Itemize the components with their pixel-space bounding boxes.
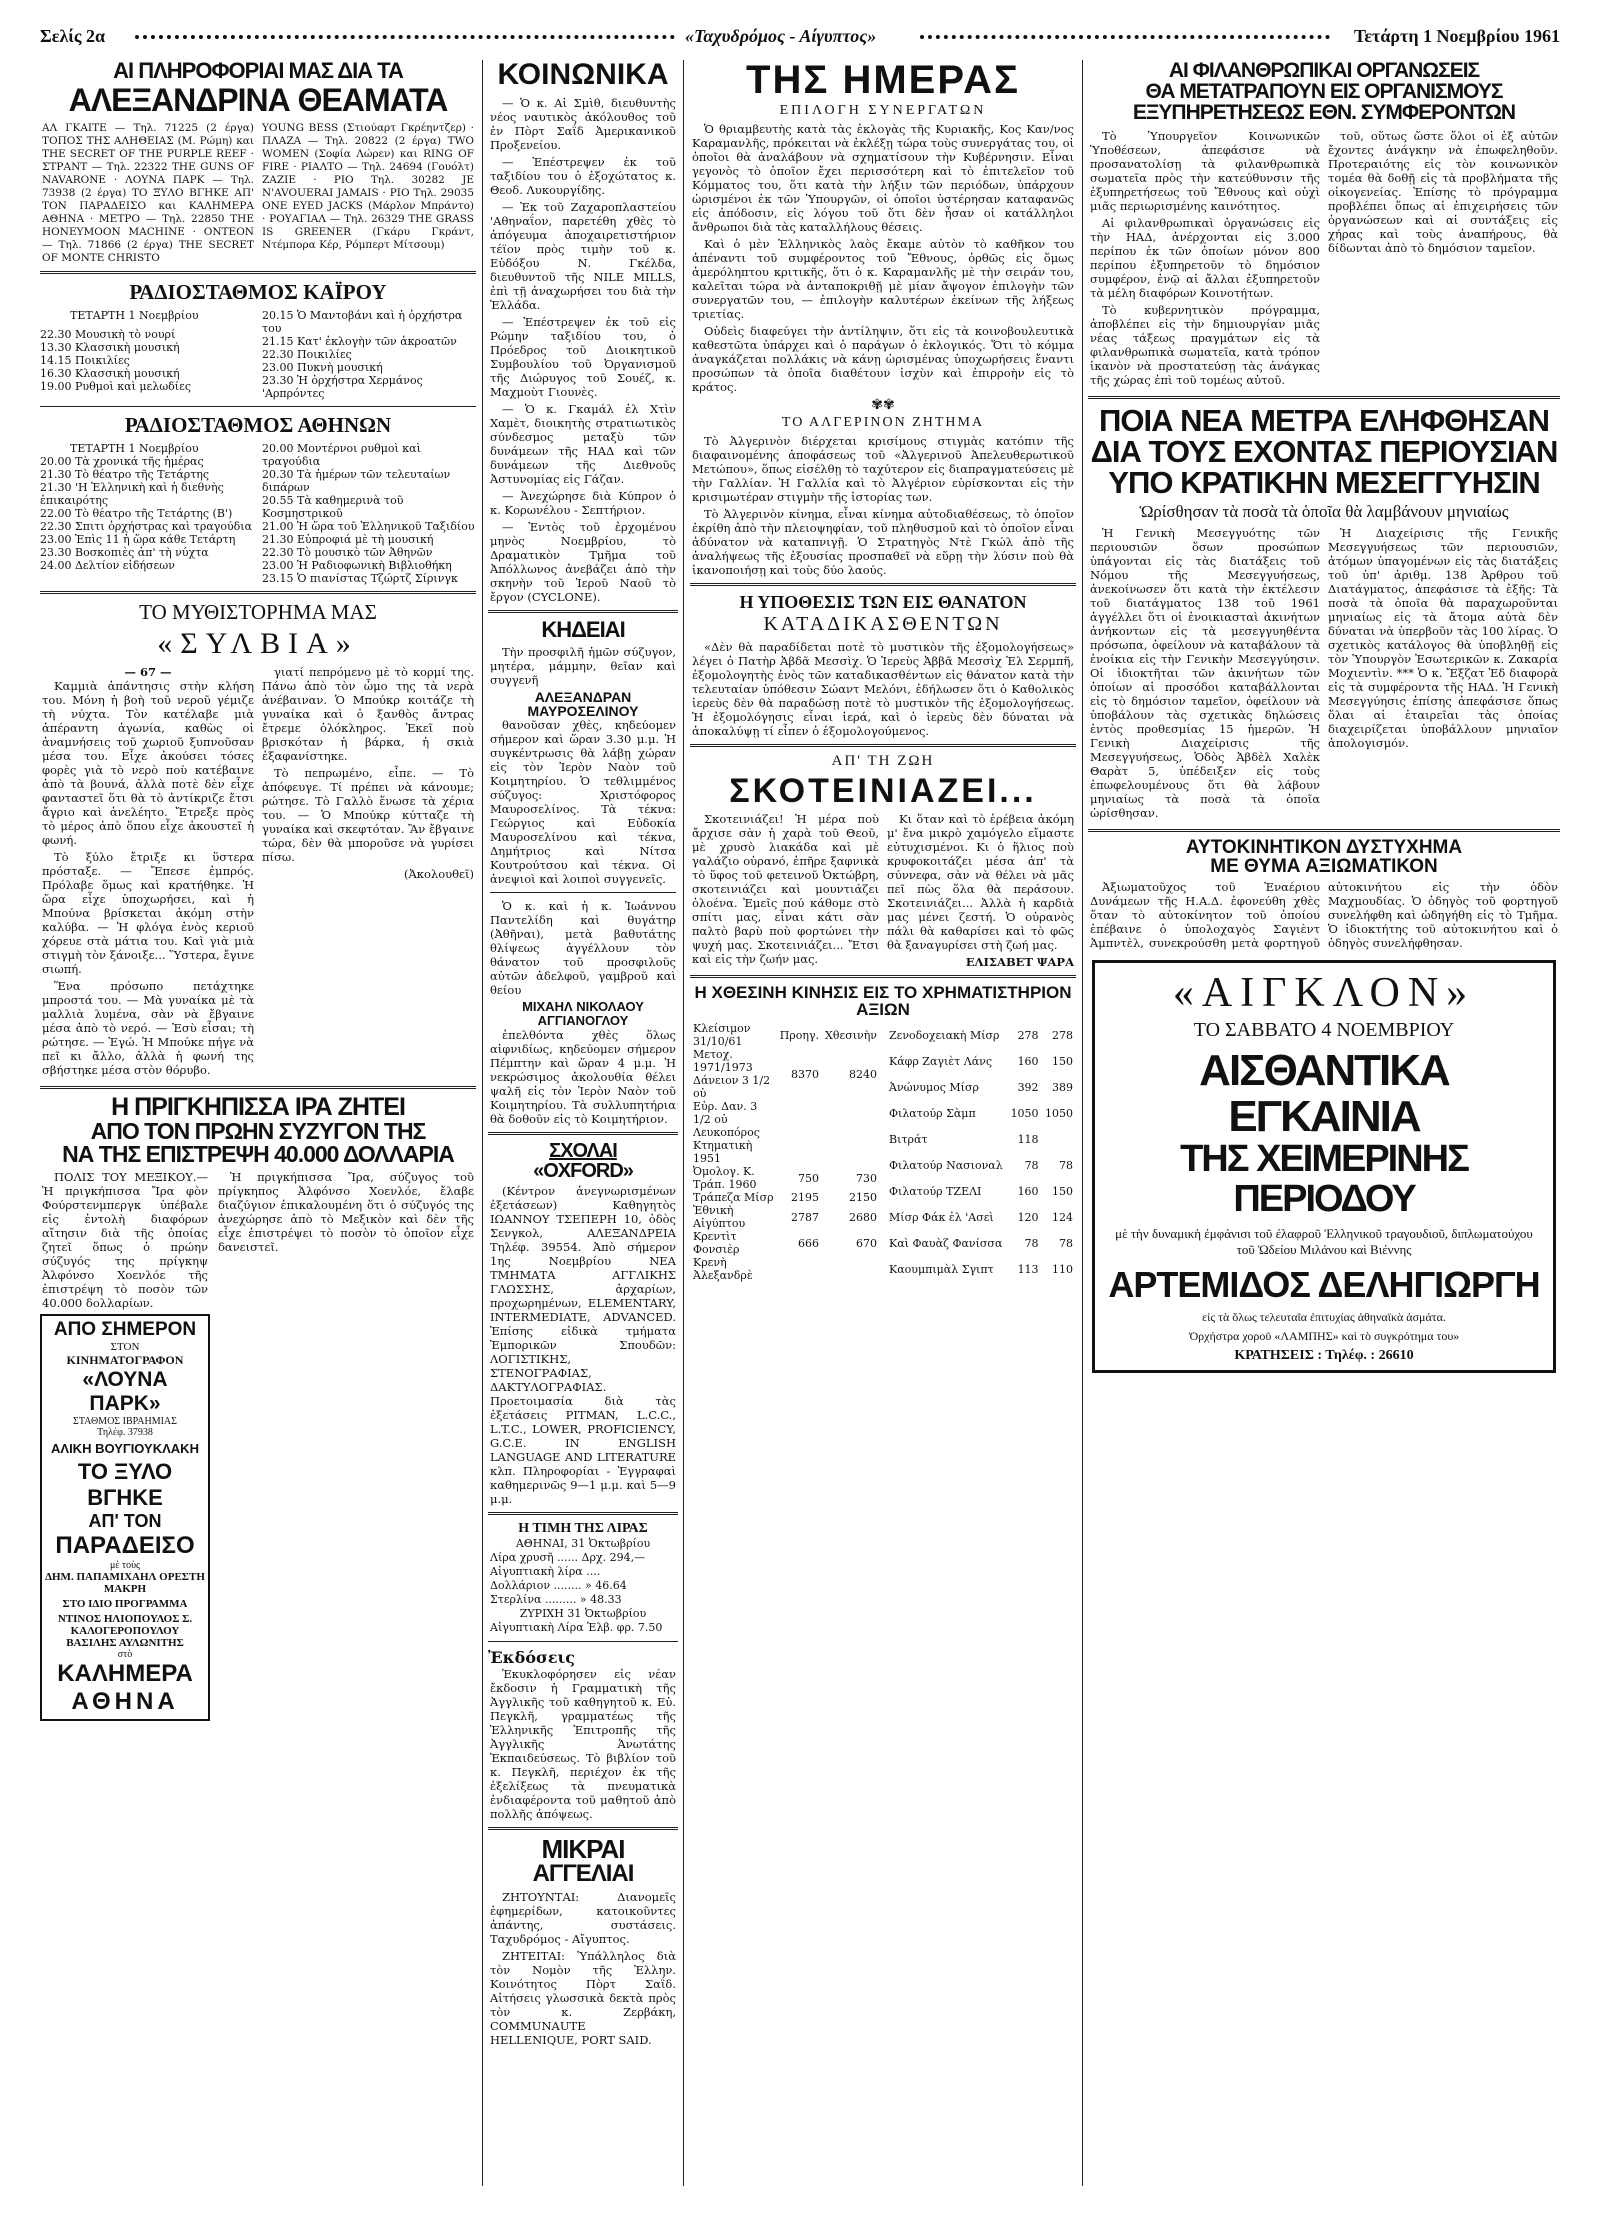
- market-row: [690, 1256, 880, 1282]
- measures-paragraph: Ἡ Διαχείρισις τῆς Γενικῆς Μεσεγγυήσεως τῶν περιουσιῶν, ἀτόμων ὑπαγομένων εἰς τὰς διατάξεις τοῦ ὑπ' ἀριθμ. 138 Ἀρθρου τοῦ Διατάγματος, ἀπεφάσισε τὰ ἑξῆς: Τὰ ποσὰ τὰ ὁποῖα θὰ παραχωροῦνται μηνιαίως εἰς τὰ ἄτομα αὐτὰ δὲν δύναται νὰ ὑπερβοῦν τὰς 100 λίρας. Ὁ σχετικὸς κατάλογος θὰ ὑποβληθῇ εἰς τὸν Ὑπουργὸν Ἐσωτερικῶν κ. Ζακαρία Μοχιεντὶν. *** Ὁ κ. Ἔξζατ Ἐδ διαφορὰ εἰς τὰ συμφέροντα τῆς ΗΑΔ. Ἡ Γενικὴ Μεσεγγύησις ἐπίσης ἀπεφάσισε ὅπως ὅλαι αἱ ἑταιρεῖαι τὰς ὁποίας διαχειρίζεται ὑποβάλλουν μηνιαῖον ἀπολογισμόν.: [1328, 526, 1558, 750]
- theatres-title-1: ΑΙ ΠΛΗΡΟΦΟΡΙΑΙ ΜΑΣ ΔΙΑ ΤΑ: [113, 60, 403, 83]
- page-header: [40, 16, 1560, 56]
- market-price: 8370: [791, 1067, 820, 1081]
- market-stock-name: Εὐρ. Δαν. 3 1/2 οὐ: [693, 1100, 758, 1126]
- funeral-notice: [490, 645, 676, 1126]
- editorial-body: [692, 122, 1074, 394]
- schedule-item: 24.00 Δελτίον εἰδήσεων: [40, 559, 175, 572]
- market-row: [690, 1165, 880, 1191]
- market-price: 278: [1017, 1028, 1039, 1042]
- schedule-item: 22.00 Τὸ θέατρο τῆς Τετάρτης (Β'): [40, 507, 233, 520]
- schedule-item: 21.15 Κατ' ἐκλογὴν τῶν ἀκροατῶν: [262, 335, 457, 348]
- page-number: Σελίς 2α: [40, 26, 106, 46]
- novel-paragraph: Τὸ ξύλο ἔτριξε κι ὕστερα πρόσταξε. — Ἔπεσε ἐμπρός. Πρόλαβε ὅμως καὶ κρατήθηκε. Ἡ ὥρα εἶχε ὑποχωρήσει, καὶ ἡ Μπούνα βρίσκεται ἀκόμη στὴν καλύβα. — Ἡ φλόγα ἑνὸς κεριοῦ χόρευε στὰ μάτια του. Καὶ γιὰ μιὰ στιγμὴ τὸν ξάνοιξε... Ὕστερα, ἔγινε σιωπή.: [42, 850, 254, 976]
- ad-aiglon-name: «ΑΙΓΚΛΟΝ»: [1172, 969, 1476, 1016]
- market-price: 389: [1052, 1080, 1073, 1094]
- ad-aiglon-orchestra: Ὀρχήστρα χοροῦ «ΛΑΜΠΗΣ» καὶ τὸ συγκρότημα του»: [1188, 1328, 1460, 1343]
- radio-cairo-left: [40, 309, 254, 400]
- editorial-paragraph: Ὁ θριαμβευτὴς κατὰ τὰς ἐκλογὰς τῆς Κυριακῆς, Κος Καν/νος Καραμανλῆς, πρόκειται νὰ ἐκλέξῃ τώρα τοὺς συνεργάτας του, οἱ ὁποῖοι θὰ ἀναλάβουν νὰ σχηματίσουν τὴν Κυβέρνησιν. Εἶναι γεγονὸς τὸ ὁποῖον ἔχει περισσότερη καὶ τὸ ἐπιτελεῖον τοῦ Κόμματος του, ὅτι κατὰ τὴν λήξιν τῶν περιόδων, ὑπάρχουν ὡρισμένοι ἐκ τῶν Ὑπουργῶν, οἱ ὁποῖοι ὑστέρησαν καταφανῶς εἰς ἀπόδοσιν, εἰς λόγου τοῦ ὅτι δὲν ἦσαν οἱ κατάλληλοι ἄνθρωποι διὰ τὰς καταλλήλους θέσεις.: [692, 122, 1074, 234]
- social-item: — Ἐπέστρεψεν ἐκ τοῦ εἰς Ρώμην ταξιδίου του, ὁ Πρόεδρος τοῦ Διοικητικοῦ Συμβουλίου τοῦ Ὀργανισμοῦ τῆς Διώρυγος τοῦ Σουέζ, κ. Μαχμοὺτ Γιουνὲς.: [490, 315, 676, 399]
- divider: [40, 591, 476, 594]
- radio-athens-schedule: [40, 442, 476, 585]
- market-row: [886, 1100, 1076, 1126]
- social-item: — Ἐκ τοῦ Ζαχαροπλαστείου 'Αθηναΐον, παρετέθη χθὲς τὸ ἀπόγευμα ἀποχαιρετιστήριον τέϊον πρὸς τιμὴν τοῦ κ. Εὐδόξου Ν. Γκέλδα, διευθυντοῦ τῆς NILE MILLS, ἐπὶ τῇ ἀναχωρήσει του διὰ τὴν Ἑλλάδα.: [490, 200, 676, 312]
- market-price: 730: [856, 1171, 877, 1185]
- princess-title-2: ΑΠΟ ΤΟΝ ΠΡΩΗΝ ΣΥΖΥΓΟΝ ΤΗΣ: [90, 1118, 426, 1144]
- life-title-2: ΣΚΟΤΕΙΝΙΑΖΕΙ...: [729, 772, 1037, 810]
- radio-athens-left: [40, 442, 254, 585]
- editorial-subtitle-2: ΤΟ ΑΛΓΕΡΙΝΟΝ ΖΗΤΗΜΑ: [781, 415, 985, 430]
- market-stock-name: Ὀμολογ. Κ. Τράπ. 1960: [693, 1165, 757, 1191]
- market-price: 78: [1059, 1158, 1073, 1172]
- schedule-item: 20.00 Τὰ χρονικά τῆς ἡμέρας: [40, 455, 204, 468]
- ad-film-4: ΚΑΛΗΜΕΡΑ: [57, 1660, 193, 1687]
- market-date: Κλείσιμον 31/10/61: [693, 1022, 751, 1048]
- theatres-title-2: ΑΛΕΞΑΝΔΡΙΝΑ ΘΕΑΜΑΤΑ: [68, 82, 448, 118]
- market-stock-name: Καουμπιμὰλ Σγιπτ: [889, 1262, 994, 1276]
- philanthropic-title-2: ΘΑ ΜΕΤΑΤΡΑΠΟΥΝ ΕΙΣ ΟΡΓΑΝΙΣΜΟΥΣ: [1145, 80, 1503, 103]
- princess-paragraph: ΠΟΛΙΣ ΤΟΥ ΜΕΞΙΚΟΥ.— Ἡ πριγκήπισσα Ἴρα φὸν Φούρστενμπεργκ ὑπέβαλε εἰς ἐντολὴ διαφόρων αἴτησιν διὰ τῆς ὁποίας ζητεῖ ὅπως ὁ πρώην σύζυγός της πρίγκηψ Ἀλφόνσο Χοενλόε τῆς ἐπιστρέψη τὸ ποσὸν τῶν 40.000 δολλαρίων.: [42, 1170, 208, 1310]
- schedule-item: 13.30 Κλασσικὴ μουσική: [40, 341, 180, 354]
- princess-title-1: Η ΠΡΙΓΚΗΠΙΣΣΑ ΙΡΑ ΖΗΤΕΙ: [111, 1093, 405, 1121]
- measures-title-1: ΠΟΙΑ ΝΕΑ ΜΕΤΡΑ ΕΛΗΦΘΗΣΑΝ: [1098, 403, 1550, 438]
- ad-film-5: ΑΘΗΝΑ: [71, 1688, 179, 1715]
- social-items: [490, 96, 676, 604]
- radio-cairo-title: ΡΑΔΙΟΣΤΑΘΜΟΣ ΚΑΪΡΟΥ: [129, 280, 387, 304]
- editorial-body-2: [692, 434, 1074, 577]
- column-left: [40, 60, 476, 2186]
- market-row: [886, 1178, 1076, 1204]
- ad-film-1: ΤΟ ΞΥΛΟ ΒΓΗΚΕ: [77, 1459, 173, 1510]
- funeral-paragraph: Τὴν προσφιλῆ ἡμῶν σύζυγον, μητέρα, μάμμην, θεῖαν καὶ συγγενῆ: [490, 645, 676, 687]
- market-row: [886, 1152, 1076, 1178]
- measures-title-3: ΥΠΟ ΚΡΑΤΙΚΗΝ ΜΕΣΕΓΓΥΗΣΙΝ: [1108, 465, 1540, 500]
- funeral-name: ΑΛΕΞΑΝΔΡΑΝ ΜΑΥΡΟΣΕΛΙΝΟΥ: [527, 689, 639, 719]
- divider: [488, 1641, 678, 1642]
- accident-title-1: ΑΥΤΟΚΙΝΗΤΙΚΟΝ ΔΥΣΤΥΧΗΜΑ: [1185, 837, 1463, 858]
- ad-sto: στὸ: [117, 1649, 133, 1660]
- market-tables: [690, 1022, 1076, 1282]
- column-rule: [1082, 60, 1083, 2186]
- novel-paragraph: Καμμιὰ ἀπάντησις στὴν κλήση του. Μόνη ἡ βοὴ τοῦ νεροῦ γέμιζε τὴ νύχτα. Τὸν κατέλαβε μιὰ ἀπέραντη ἀγωνία, καθὼς οἱ ἀναμνήσεις τοῦ χωριοῦ ξυπνοῦσαν μέσα του. Εἶχε ἀκούσει τόσες φορὲς γιὰ τὸ νερὸ ποὺ κατέβαινε ἀπὸ τὰ βουνά, ἀλλὰ ποτὲ δὲν εἶχε φανταστεῖ ὅτι θὰ τὸ ἀντίκριζε ἔτσι ἄγριο καὶ ἀνελέητο. Ἔτρεξε πρὸς τὸ μέρος ἀπὸ ὅπου εἶχε ἀκουστεῖ ἡ φωνή.: [42, 679, 254, 847]
- divider: [1088, 829, 1560, 832]
- ad-aiglon: [1092, 960, 1556, 1373]
- life-paragraph: Κι ὅταν καὶ τὸ ἐρέβεια ἀκόμη μ' ἔνα μικρὸ χαμόγελο εἴμαστε εὐτυχισμένοι. Κι ὁ ἥλιος ποὺ κρυφοκοιτάζει μέσα ἀπ' τὰ σύννεφα, σὰν νὰ θέλει νὰ μᾶς πεῖ πὼς ὅλα θὰ περάσουν. Σκοτεινιάζει... Ἀλλὰ ἡ καρδιὰ μας μένει ζεστή. Ὁ οὐρανὸς πάλι θὰ καθαρίσει καὶ τὸ φῶς θὰ ξαναγυρίσει στὴ ζωή μας.: [887, 812, 1074, 952]
- ad-aiglon-mid: μὲ τὴν δυναμικὴ ἐμφάνισι τοῦ ἐλαφροῦ Ἑλληνικοῦ τραγουδιοῦ, διπλωματούχου τοῦ Ὠδείου Μιλάνου καὶ Βιέννης: [1115, 1225, 1533, 1257]
- schedule-item: 20.00 Μοντέρνοι ρυθμοὶ καὶ τραγούδια: [262, 442, 421, 468]
- schedule-item: 16.30 Κλασσικὴ μουσική: [40, 367, 180, 380]
- column-rule: [482, 60, 483, 2186]
- measures-paragraph: Ἡ Γενικὴ Μεσεγγυότης τῶν περιουσιῶν ὅσων προσώπων ὑπάγονται εἰς τὰς διατάξεις τοῦ Νόμου τῆς Μεσεγγυήσεως, ἀνεκοίνωσεν ὅτι κατὰ τὴν ἐκτέλεσιν τοῦ διατάγματος 138 τοῦ 1961 ἀγγέλλει ὅτι οἱ ἐνοικιασταὶ ἀκινήτων ἀνήκοντων εἰς τὰ μεσεγγυηθέντα πρόσωπα, ὀφείλουν νὰ καταβάλουν τὰ ἐνοίκια εἰς τὴν Γενικὴν Μεσεγγύησιν. Οἱ ἰδιοκτῆται τῶν ἀκινήτων τῶν ὁποίων αἱ προσόδοι καταβάλλονται εἰς τὸ δημόσιον ταμεῖον, ὀφείλουν νὰ ὑποβάλουν τὰς σχετικὰς δηλώσεις ἐντὸς προθεσμίας 15 ἡμερῶν. Ἡ Γενικὴ Διαχείρισις τῆς Μεσεγγυήσεως, Ὁδὸς Ἀβδὲλ Χαλὲκ Θαρὰτ 5, ὑπέδειξεν εἰς τοὺς ἐπωφελουμένους ὅτι θὰ λάβουν μηνιαίως τὰ ποσὰ τὰ ὁποῖα ὡρίσθησαν.: [1090, 526, 1320, 820]
- market-row: [690, 1100, 880, 1126]
- market-stock-name: Ἐθνικὴ Αἰγύπτου: [693, 1204, 746, 1230]
- schedule-item: 22.30 Ποικιλίες: [262, 348, 352, 361]
- schedule-item: 23.00 Ἡ Ραδιοφωνικὴ Βιβλιοθήκη: [262, 559, 452, 572]
- ad-kino: ΚΙΝΗΜΑΤΟΓΡΑΦΟΝ: [66, 1353, 184, 1367]
- schedule-item: 22.30 Τὸ μουσικὸ τῶν Ἀθηνῶν: [262, 546, 433, 559]
- schedule-item: 21.00 Ἡ ὥρα τοῦ Ἑλληνικοῦ Ταξιδίου: [262, 520, 475, 533]
- death-title-1: Η ΥΠΟΘΕΣΙΣ ΤΩΝ ΕΙΣ ΘΑΝΑΤΟΝ: [739, 592, 1027, 612]
- funeral-name: ΜΙΧΑΗΛ ΝΙΚΟΛΑΟΥ ΑΓΓΙΑΝΟΓΛΟΥ: [522, 999, 644, 1028]
- gold-city: ΖΥΡΙΧΗ 31 Ὀκτωβρίου: [519, 1607, 647, 1620]
- social-item: — Ἐπέστρεψεν ἐκ τοῦ ταξιδίου του ὁ ἐξοχώτατος κ. Θεοδ. Λυκουργίδης.: [490, 155, 676, 197]
- market-row: [886, 1048, 1076, 1074]
- market-price: 8240: [849, 1067, 877, 1081]
- market-price: [1042, 1126, 1076, 1152]
- radio-athens-date: ΤΕΤΑΡΤΗ 1 Νοεμβρίου: [70, 442, 199, 455]
- divider: [690, 744, 1076, 747]
- market-price: 124: [1052, 1210, 1073, 1224]
- divider: [488, 610, 678, 613]
- divider: [490, 892, 676, 893]
- market-price: [822, 1100, 880, 1126]
- market-price: 278: [1052, 1028, 1073, 1042]
- market-price: 113: [1017, 1262, 1039, 1276]
- divider: [690, 975, 1076, 978]
- schedule-item: 19.00 Ρυθμοὶ καὶ μελωδίες: [40, 380, 191, 393]
- market-price: [777, 1100, 822, 1126]
- radio-cairo-date: ΤΕΤΑΡΤΗ 1 Νοεμβρίου: [70, 309, 199, 322]
- divider: [488, 1827, 678, 1830]
- market-table-right: [886, 1022, 1076, 1282]
- divider: [1088, 396, 1560, 399]
- market-stock-name: Τράπεζα Μίσρ: [693, 1191, 774, 1204]
- philanthropic-title-1: ΑΙ ΦΙΛΑΝΘΡΩΠΙΚΑΙ ΟΡΓΑΝΩΣΕΙΣ: [1168, 60, 1480, 82]
- market-stock-name: Φιλατούρ Νασιοναλ: [889, 1158, 1003, 1172]
- editorial-title: ΤΗΣ ΗΜΕΡΑΣ: [746, 60, 1020, 102]
- princess-paragraph: Ἡ πριγκήπισσα Ἴρα, σύζυγος τοῦ πρίγκηπος Ἀλφόνσο Χοενλόε, ἔλαβε διαζύγιον ἐπικαλουμένη ὅτι ὁ σύζυγός της ἀνεχώρησε ἀπὸ τὸ Μεξικὸν καὶ δὲν τῆς εἶχε ἐπιστρέψει τὸ ποσὸν τὸ ὁποῖον εἶχε δανειστεῖ.: [218, 1170, 474, 1254]
- market-price: 78: [1059, 1236, 1073, 1250]
- philanthropic-paragraph: Τὸ κυβερνητικὸν πρόγραμμα, ἀποβλέπει εἰς τὴν δημιουργίαν μιᾶς νέας τάξεως πραγμάτων εἰς τὰ φιλανθρωπικὰ σωματεῖα, κατὰ τρόπον ἱκανὸν νὰ προστατεύσῃ τὰς ἀνάγκας τῆς χώρας ἐπὶ τοῦ τομέως αὐτοῦ.: [1090, 303, 1320, 387]
- column-right: [1088, 60, 1560, 2186]
- header-rule-right: [920, 35, 1330, 39]
- accident-paragraph: Ἀξιωματοῦχος τοῦ Ἐναέριου Δυνάμεων τῆς Η.Α.Δ. ἐφονεύθη χθὲς ὅταν τὸ αὐτοκίνητον τοῦ ὁποίου ἐπέβαινε ὁ ὑπολοχαγὸς Σαγιὲντ Ἀμπντὲλ, συνεκρούσθη μετὰ φορτηγοῦ αὐτοκινήτου εἰς τὴν ὁδὸν Μαχμουδίας. Ὁ ὁδηγὸς τοῦ φορτηγοῦ συνελήφθη καὶ ὡδηγήθη εἰς τὸ Τμῆμα. Ὁ ἰδιοκτήτης τοῦ αὐτοκινήτου καὶ ὁ ὁδηγὸς συνελήφθησαν.: [1090, 880, 1558, 950]
- ad-address: ΣΤΑΘΜΟΣ ΙΒΡΑΗΜΙΑΣ: [73, 1416, 177, 1427]
- death-paragraph: «Δὲν θὰ παραδίδεται ποτὲ τὸ μυστικὸν τῆς ἐξομολογήσεως» λέγει ὁ Πατὴρ Ἀβδᾶ Μεσσὶχ. Ὁ Ἱερεὺς Ἀββᾶ Μεσσὶχ Ἐλ Σερμπῆ, ἐξομολογητὴς ἑνὸς τῶν καταδικασθέντων εἰς θάνατον κατὰ τὴν τελευταίαν ὑπόθεσιν Σώαντ Μελόνι, ἐδήλωσεν ὅτι ὁ Καθολικὸς ἱερεὺς δὲν θὰ παραδώσῃ ποτὲ τὸ μυστικὸν τῆς ἐξομολογήσεως. Ἡ ἐξομολόγησις εἶναι ἱερά, καὶ ὁ ἱερεὺς δὲν δύναται νὰ ἀποκαλύψῃ τί εἶπεν ὁ ἐξομολογούμενος.: [692, 640, 1074, 738]
- life-paragraph: Σκοτεινιάζει! Ἡ μέρα ποὺ ἄρχισε σὰν ἡ χαρὰ τοῦ Θεοῦ, μὲ χρυσὸ λιακάδα καὶ μὲ γαλάζιο οὐρανό, ἐπῆρε ξαφνικὰ τὸ ὕφος τοῦ φετεινοῦ Ὀκτώβρη, σκοτεινιάζει καὶ μουντιάζει ὁλοένα. Ἐμεῖς πού κάθομε στὸ σπίτι μας, εἶναι κάτι σὰν παλτὸ βαρὺ ποὺ φορτώνει τὴν ψυχή μας. Σκοτεινιάζει... Ἔτσι καὶ εἰς τὴν ζωήν μας.: [692, 812, 879, 966]
- accident-title-2: ΜΕ ΘΥΜΑ ΑΞΙΩΜΑΤΙΚΟΝ: [1210, 856, 1438, 877]
- ad-star: ΑΛΙΚΗ ΒΟΥΓΙΟΥΚΛΑΚΗ: [51, 1441, 199, 1456]
- market-head: Χθεσινὴν: [825, 1028, 877, 1042]
- funeral-paragraph: Ὁ κ. καὶ ἡ κ. Ἰωάννου Παντελίδη καὶ θυγάτηρ (Ἀθῆναι), μετὰ βαθυτάτης θλίψεως ἀγγέλλουν τὸν θάνατον τοῦ προσφιλοῦς αὐτῶν ἀδελφοῦ, γαμβροῦ καὶ θείου: [490, 899, 676, 997]
- market-title: Η ΧΘΕΣΙΝΗ ΚΙΝΗΣΙΣ ΕΙΣ ΤΟ ΧΡΗΜΑΤΙΣΤΗΡΙΟΝ ΑΞΙΩΝ: [694, 983, 1072, 1019]
- market-price: [777, 1126, 822, 1165]
- market-row: [690, 1230, 880, 1256]
- measures-title-2: ΔΙΑ ΤΟΥΣ ΕΧΟΝΤΑΣ ΠΕΡΙΟΥΣΙΑΝ: [1090, 434, 1558, 469]
- novel-number: — 67 —: [124, 665, 172, 679]
- editorial-paragraph: Τὸ Ἀλγερινὸν διέρχεται κρισίμους στιγμὰς κατόπιν τῆς διαφαινομένης ἀποφάσεως τοῦ «Ἀλγερινοῦ Ἀπελευθερωτικοῦ Μετώπου», ὅπως εἰσέλθῃ τὸ ταχύτερον εἰς διαπραγματεύσεις μὲ τὴν Γαλλίαν. Ἡ Γαλλία καὶ τὸ Ἀλγέριον εὑρίσκονται εἰς τὴν κρισιμωτέραν στιγμὴν τῆς ἱστορίας των.: [692, 434, 1074, 504]
- market-price: 78: [1024, 1158, 1039, 1172]
- editorial-paragraph: Τὸ Ἀλγερινὸν κίνημα, εἶναι κίνημα αὐτοδιαθέσεως, τὸ ὁποῖον ἐκρίθη ἀπὸ τὴν πλειοψηφίαν, τοῦ πληθυσμοῦ καὶ τὸ ὁποῖον εἶναι ἀδύνατον νὰ καταπνιγῇ. Ὁ Στρατηγὸς Ντὲ Γκώλ ἀπὸ τῆς ἀναλήψεως τῆς ἐξουσίας προσπαθεῖ νὰ εὕρῃ τὴν λύσιν ποὺ θὰ ἱκανοποιήσῃ καὶ τοὺς δύο λαούς.: [692, 507, 1074, 577]
- radio-athens-right: [262, 442, 476, 585]
- life-title-1: ΑΠ' ΤΗ ΖΩΗ: [831, 753, 935, 769]
- classified-title-1: ΜΙΚΡΑΙ: [541, 1834, 625, 1864]
- schedule-item: 20.30 Τὰ ἡμέρων τῶν τελευταίων διπάρων: [262, 468, 451, 494]
- novel-paragraph: Ἕνα πρόσωπο πετάχτηκε μπροστά του. — Μὰ γυναίκα μὲ τὰ μαλλιὰ λυμένα, σὰν νὰ ἔβγαινε μέσα ἀπὸ τὸ νερό. — Ἐσὺ εἶσαι; τὴ ρώτησε. — Ἐγώ. Ἡ Μπούκε πήγε νὰ πεῖ κι ἄλλο, ἀλλὰ ἡ φωνή της σβήστηκε μέσα στὸν θόρυβο.: [42, 979, 254, 1077]
- gold-city: ΑΘΗΝΑΙ, 31 Ὀκτωβρίου: [515, 1537, 651, 1550]
- novel-text: [42, 665, 474, 1080]
- editorial-subtitle: ΕΠΙΛΟΓΗ ΣΥΝΕΡΓΑΤΩΝ: [779, 103, 987, 118]
- schedule-item: 20.15 Ὁ Μαντοβάνι καὶ ἡ ὀρχήστρα του: [262, 309, 463, 335]
- theatres-list: [42, 122, 474, 265]
- ad-actors: ΔΗΜ. ΠΑΠΑΜΙΧΑΗΛ ΟΡΕΣΤΗ ΜΑΚΡΗ: [45, 1571, 205, 1595]
- market-stock-name: Ζενοδοχειακὴ Μίσρ: [889, 1028, 1000, 1042]
- market-row: [690, 1204, 880, 1230]
- market-price: 2150: [849, 1191, 877, 1204]
- ad-luna-park: [40, 1170, 210, 1721]
- classified-title-2: ΑΓΓΕΛΙΑΙ: [532, 1860, 634, 1887]
- ad-aiglon-star: ΑΡΤΕΜΙΔΟΣ ΔΕΛΗΓΙΩΡΓΗ: [1108, 1263, 1540, 1305]
- ad-film-3: ΠΑΡΑΔΕΙΣΟ: [55, 1532, 195, 1559]
- schedule-item: 23.00 Ἐπὶς 11 ἡ ὥρα κάθε Τετάρτη: [40, 533, 236, 546]
- header-rule-left: [135, 35, 675, 39]
- market-price: 392: [1017, 1080, 1039, 1094]
- divider: [40, 271, 476, 274]
- princess-area: [40, 1170, 476, 1721]
- market-price: 160: [1017, 1054, 1039, 1068]
- ad-cinema-name: «ΛΟΥΝΑ ΠΑΡΚ»: [82, 1368, 168, 1415]
- market-price: 1050: [1045, 1106, 1073, 1120]
- books-text: [490, 1667, 676, 1821]
- ad-tel: Τηλέφ. 37938: [97, 1427, 153, 1438]
- school-text: [490, 1184, 676, 1506]
- philanthropic-text: [1090, 129, 1558, 390]
- school-paragraph: (Κέντρον ἀνεγνωρισμένων ἐξετάσεων) Καθηγητὸς ΙΩΑΝΝΟΥ ΤΣΕΠΕΡΗ 10, ὁδὸς Σενγκολ, ΑΛΕΞΑΝΔΡΕΙΑ Τηλέφ. 39554. Ἀπὸ σήμερον 1ης Νοεμβρίου ΝΕΑ ΤΜΗΜΑΤΑ ΑΓΓΛΙΚΗΣ ΓΛΩΣΣΗΣ, ἀρχαρίων, προχωρημένων, ELEMENTARY, INTERMEDIATE, ADVANCED. Ἐπίσης εἰδικὰ τμήματα Ἐμπορικῶν Σπουδῶν: ΛΟΓΙΣΤΙΚΗΣ, ΣΤΕΝΟΓΡΑΦΙΑΣ, ΔΑΚΤΥΛΟΓΡΑΦΙΑΣ. Προετοιμασία διὰ τὰς ἐξετάσεις PITMAN, L.C.C., L.T.C., LOWER, PROFICIENCY, G.C.E. IN ENGLISH LANGUAGE AND LITERATURE κλπ. Πληροφορίαι - Ἐγγραφαὶ καθημερινῶς 9—1 μ.μ. καὶ 5—9 μ.μ.: [490, 1184, 676, 1506]
- social-item: — Ὁ κ. Αἱ Σμὶθ, διευθυντὴς νέος ναυτικὸς ἀκόλουθος τοῦ ἐν Πὸρτ Σαΐδ Ἀμερικανικοῦ Προξενείου.: [490, 96, 676, 152]
- separator-icon: ✾✾: [871, 397, 895, 413]
- market-stock-name: Λευκοπόρος Κτηματικὴ 1951: [693, 1126, 760, 1165]
- school-name: «OXFORD»: [533, 1160, 633, 1182]
- gold-rates: [490, 1537, 676, 1635]
- theatres-right: YOUNG BESS (Στιούαρτ Γκρέηντζερ) · ΠΛΑΖΑ — Τηλ. 20822 (2 έργα) TWO WOMEN (Σοφία Λώρεν) και RING OF FIRE · ΡΙΑΛΤΟ — Τηλ. 24694 (Γουόλτ) ZAZIE · ΡΙΟ Τηλ. 30282 JE N'AVOUERAI JAMAIS · ΡΙΟ Τηλ. 29035 ONE EYED JACKS (Μάρλον Μπράντο) · ΡΟΥΑΓΙΑΛ — Τηλ. 26329 THE GRASS IS GREENER (Γκάρυ Γκράντ, Ντέμπορα Κέρ, Ρόμπερτ Μίτσουμ): [262, 122, 474, 251]
- schedule-item: 22.30 Μουσικὴ τὸ νουρί: [40, 328, 176, 341]
- ad-from: ΑΠΟ ΣΗΜΕΡΟΝ: [53, 1319, 197, 1340]
- schedule-item: 21.30 'Η Ἑλληνικὴ καὶ ἡ διεθνὴς ἐπικαιρότης: [40, 481, 224, 507]
- ad-aiglon-title-1: ΑΙΣΘΑΝΤΙΚΑ ΕΓΚΑΙΝΙΑ: [1199, 1045, 1449, 1141]
- market-price: [777, 1256, 822, 1282]
- schedule-item: 21.30 Εὐπροφιά μὲ τὴ μουσική: [262, 533, 434, 546]
- schedule-item: 23.15 Ὁ πιανίστας Τζώρτζ Σίρινγκ: [262, 572, 458, 585]
- schedule-item: 22.30 Σπιτι ὀρχήστρας καὶ τραγούδια: [40, 520, 253, 533]
- market-stock-name: Κρενὴ Ἀλεξανδρὲ: [693, 1256, 753, 1282]
- philanthropic-paragraph: τοῦ, οὕτως ὥστε ὅλοι οἱ ἐξ αὐτῶν ἔχοντες ἀνάγκην νὰ ἐπωφεληθοῦν. Προτεραιότης εἰς τὸν κοινωνικὸν τομέα θὰ δοθῇ εἰς τὰ προβλήματα τῆς οἰκογενείας. Ἐπίσης τὸ πρόγραμμα προβλέπει ὅπως αἱ ἐπιχειρήσεις τῶν ὀργανώσεων καὶ αἱ συντάξεις εἰς χήρας καὶ τοὺς ἀναπήρους, θὰ δίδωνται ἀπὸ τὸ δημόσιον ταμεῖον.: [1328, 129, 1558, 255]
- novel-continued: (Ἀκολουθεῖ): [404, 867, 474, 881]
- social-item: — Ἐντὸς τοῦ ἐρχομένου μηνὸς Νοεμβρίου, τὸ Δραματικὸν Τμῆμα τοῦ Ἀπόλλωνος ἀνεβάζει ἀπὸ τὴν σκηνὴν τοῦ Ἱεροῦ Ναοῦ τὸ ἔργον (CYCLONE).: [490, 520, 676, 604]
- ad-aiglon-date: ΤΟ ΣΑΒΒΑΤΟ 4 ΝΟΕΜΒΡΙΟΥ: [1193, 1018, 1455, 1041]
- market-stock-name: Ἀνώνυμος Μίσρ: [889, 1080, 979, 1094]
- ad-aiglon-mid-2: εἰς τὰ ὅλως τελευταῖα ἐπιτυχίας ἀθηναϊκὰ ἀσμάτα.: [1202, 1309, 1446, 1324]
- classified-ads: [490, 1890, 676, 2047]
- market-stock-name: Καὶ Φαυὰζ Φανίσσα: [889, 1236, 1003, 1250]
- ad-with: μὲ τοὺς: [110, 1560, 140, 1571]
- market-price: 118: [1017, 1132, 1039, 1146]
- gold-title: Η ΤΙΜΗ ΤΗΣ ΛΙΡΑΣ: [518, 1521, 648, 1536]
- market-stock-name: Φιλατούρ ΤΖΕΛΙ: [889, 1184, 982, 1198]
- market-price: 120: [1017, 1210, 1039, 1224]
- philanthropic-paragraph: Τὸ Ὑπουργεῖον Κοινωνικῶν Ὑποθέσεων, ἀπεφάσισε νὰ προσανατολίσῃ τὰ φιλανθρωπικὰ σωματεῖα πρὸς τὴν κατεύθυνσιν τῆς ἐξυπηρετήσεως τοῦ Ἔθνους καὶ οὐχὶ μιᾶς περιωρισμένης καινότητος.: [1090, 129, 1320, 213]
- books-paragraph: Ἐκυκλοφόρησεν εἰς νέαν ἔκδοσιν ἡ Γραμματικὴ τῆς Ἀγγλικῆς τοῦ καθηγητοῦ κ. Εὐ. Πεγκλῆ, γραμματέως τῆς Ἑλληνικῆς Ἐπιτροπῆς τῆς Ἀγγλικῆς Ἀνωτάτης Ἐκπαιδεύσεως. Τὸ βιβλίον τοῦ κ. Πεγκλῆ, περιέχον ἐκ τῆς ἐξελίξεως τὰ πνευματικὰ ἐνδιαφέροντα τοῦ μαθητοῦ ἀπὸ πολλῆς ἀπόψεως.: [490, 1667, 676, 1821]
- market-price: 750: [798, 1171, 820, 1185]
- schedule-item: 20.55 Τὰ καθημερινὰ τοῦ Κοσμηστρικοῦ: [262, 494, 404, 520]
- column-editorial: [690, 60, 1076, 2186]
- divider: [40, 1086, 476, 1089]
- ad-program: ΣΤΟ ΙΔΙΟ ΠΡΟΓΡΑΜΜΑ: [62, 1598, 188, 1610]
- classified-ad: ΖΗΤΕΙΤΑΙ: Ὑπάλληλος διὰ τὸν Νομὸν τῆς Ἐλλην. Κοινότητος Πὸρτ Σαΐδ. Αἰτήσεις γλωσσικὰ δεκτὰ πρὸς τὸν κ. Ζερβάκη, COMMUNAUTE HELLENIQUE, PORT SAID.: [490, 1949, 676, 2047]
- market-table-left: [690, 1022, 880, 1282]
- measures-text: [1090, 526, 1558, 823]
- divider: [488, 1512, 678, 1515]
- market-stock-name: Κρεντὶτ Φονσιὲρ: [693, 1230, 740, 1256]
- accident-text: [1090, 880, 1558, 952]
- funeral-paragraph: θανοῦσαν χθὲς, κηδεύομεν σήμερον καὶ ὥραν 3.30 μ.μ. Ἡ συγκέντρωσις θὰ λάβῃ χώραν εἰς τὸν Ἱερὸν Ναὸν τοῦ Κοιμητηρίου. Ὁ τεθλιμμένος σύζυγος: Χριστόφορος Μαυροσελίνος. Τὰ τέκνα: Γεώργιος καὶ Εὐδοκία Μαυροσελίνου καὶ τέκνα, Δημήτριος καὶ Νίτσα Κουτρούτσου καὶ τέκνα. Οἱ ἀνεψιοὶ καὶ λοιποὶ συγγενεῖς.: [490, 718, 676, 886]
- market-price: 160: [1017, 1184, 1039, 1198]
- market-stock-name: Κάφρ Ζαγιὲτ Λάνς: [889, 1054, 992, 1068]
- market-row: [886, 1022, 1076, 1048]
- schedule-item: 23.30 Βοσκοπιὲς ἀπ' τὴ νύχτα: [40, 546, 209, 559]
- ad-luna-box: [40, 1314, 210, 1721]
- market-price: 1050: [1010, 1106, 1039, 1120]
- market-price: 78: [1024, 1236, 1039, 1250]
- market-price: 2787: [791, 1210, 820, 1224]
- gold-rate: Αἰγυπτιακὴ Λίρα Ἑλβ. φρ. 7.50: [490, 1621, 663, 1634]
- gold-rate: Αἰγυπτιακὴ λίρα ....: [490, 1565, 601, 1578]
- market-stock-name: Μετοχ. 1971/1973 Δάνειον 3 1/2 οὐ: [693, 1048, 771, 1100]
- editorial-paragraph: Καὶ ὁ μὲν Ἑλληνικὸς λαὸς ἔκαμε αὐτὸν τὸ καθῆκον του ἀπέναντι τοῦ συμφέροντος τοῦ Ἔθνους, ὀρθῶς εἰς ὅμως ἀμερόληπτου κριτικῆς, ὅτι ὁ κ. Καραμανλῆς μὲ τὴν σειράν του, καλεῖται τώρα νὰ ἀνταποκριθῇ μὲ μίαν ἄψογον ἐπιλογὴν τῶν συνεργατῶν του, — ἐπιλογὴν καλυτέρων ἐκείνων τῆς λήξεως τριετίας.: [692, 237, 1074, 321]
- market-price: 110: [1052, 1262, 1073, 1276]
- death-title-2: ΚΑΤΑΔΙΚΑΣΘΕΝΤΩΝ: [763, 613, 1003, 635]
- market-price: 670: [856, 1236, 877, 1250]
- schedule-item: 14.15 Ποικιλίες: [40, 354, 130, 367]
- novel-paragraph: γιατί πεπρόμενο μὲ τὸ κορμί της. Πάνω ἀπὸ τὸν ὦμο της τὰ νερὰ ἀνέβαιναν. Ὁ Μπούκρ κοιτάζε τὴ γυναίκα καὶ ὁ ξανθὸς ἄντρας ἔτρεμε ὁλόκληρος. Ἐκεῖ ποὺ βρισκόταν ἡ βάρκα, ἡ σκιὰ ἐξαφανίστηκε.: [262, 665, 474, 763]
- gold-rate: Λίρα χρυσῆ ...... Δρχ. 294,—: [490, 1551, 646, 1564]
- market-price: [822, 1256, 880, 1282]
- market-price: 2195: [791, 1191, 820, 1204]
- radio-cairo-right: [262, 309, 476, 400]
- market-row: [886, 1126, 1076, 1152]
- classified-ad: ΖΗΤΟΥΝΤΑΙ: Διανομεῖς ἐφημερίδων, κατοικοῦντες ἀπάντης, συστάσεις. Ταχυδρόμος - Αἴγυπτος.: [490, 1890, 676, 1946]
- ad-ston: ΣΤΟΝ: [110, 1341, 140, 1353]
- market-price: 666: [798, 1236, 820, 1250]
- ad-cast-2: ΝΤΙΝΟΣ ΗΛΙΟΠΟΥΛΟΣ Σ. ΚΑΛΟΓΕΡΟΠΟΥΛΟΥ ΒΑΣΙΛΗΣ ΑΥΛΩΝΙΤΗΣ: [57, 1613, 193, 1649]
- divider: [690, 583, 1076, 586]
- market-row: [886, 1074, 1076, 1100]
- books-title: Ἐκδόσεις: [488, 1648, 576, 1667]
- ad-aiglon-title-2: ΤΗΣ ΧΕΙΜΕΡΙΝΗΣ ΠΕΡΙΟΔΟΥ: [1180, 1137, 1468, 1220]
- divider: [40, 406, 476, 407]
- novel-name: «ΣΥΛΒΙΑ»: [157, 627, 359, 660]
- social-title: ΚΟΙΝΩΝΙΚΑ: [497, 60, 669, 91]
- market-price: 150: [1052, 1184, 1073, 1198]
- measures-subtitle: Ὡρίσθησαν τὰ ποσὰ τὰ ὁποῖα θὰ λαμβάνουν μηνιαίως: [1139, 502, 1509, 521]
- market-row: [690, 1048, 880, 1100]
- schedule-item: 23.30 Ἡ ὀρχήστρα Χερμάνος 'Αρπρόντες: [262, 374, 423, 400]
- ad-film-2: ΑΠ' ΤΟΝ: [88, 1511, 162, 1531]
- market-row: [690, 1126, 880, 1165]
- market-stock-name: Βιτράτ: [889, 1132, 928, 1146]
- market-price: [822, 1126, 880, 1165]
- market-stock-name: Μίσρ Φάκ ἐλ 'Ασεὶ: [889, 1210, 994, 1224]
- market-price: 150: [1052, 1054, 1073, 1068]
- social-item: — Ἀνεχώρησε διὰ Κύπρον ὁ κ. Κορωνέλου - Σεπτήριον.: [490, 489, 676, 517]
- market-row: [886, 1256, 1076, 1282]
- schedule-item: 23.00 Πυκνὴ μουσική: [262, 361, 383, 374]
- princess-body: [218, 1170, 474, 1721]
- market-stock-name: Φιλατούρ Σὰμπ: [889, 1106, 976, 1120]
- ad-aiglon-reservations: ΚΡΑΤΗΣΕΙΣ : Τηλέφ. : 26610: [1234, 1347, 1414, 1363]
- market-row: [690, 1191, 880, 1204]
- issue-date: Τετάρτη 1 Νοεμβρίου 1961: [1354, 26, 1560, 46]
- paper-name: «Ταχυδρόμος - Αίγυπτος»: [685, 26, 877, 46]
- column-social: [488, 60, 678, 2186]
- gold-rate: Στερλίνα ......... » 48.33: [490, 1593, 622, 1606]
- novel-title: ΤΟ ΜΥΘΙΣΤΟΡΗΜΑ ΜΑΣ: [139, 600, 377, 624]
- life-signature: ΕΛΙΣΑΒΕΤ ΨΑΡΑ: [965, 955, 1074, 969]
- school-title: ΣΧΟΛΑΙ: [549, 1140, 617, 1162]
- theatres-left: ΑΛ ΓΚΑΙΤΕ — Τηλ. 71225 (2 έργα) ΤΟΠΟΣ ΤΗΣ ΑΛΗΘΕΙΑΣ (Μ. Ρώμη) και THE SECRET OF THE PURPLE REEF · ΣΤΡΑΝΤ — Τηλ. 22322 THE GUNS OF NAVARONE · ΛΟΥΝΑ ΠΑΡΚ — Τηλ. 73938 (2 έργα) ΤΟ ΞΥΛΟ ΒΓΗΚΕ ΑΠ' ΤΟΝ ΠΑΡΑΔΕΙΣΟ και ΚΑΛΗΜΕΡΑ ΑΘΗΝΑ · ΜΕΤΡΟ — Τηλ. 22850 THE HONEYMOON MACHINE · ΟΝΤΕΟΝ — Τηλ. 71866 (2 έργα) THE SECRET OF MONTE CHRISTO: [42, 122, 254, 264]
- radio-cairo-schedule: [40, 309, 476, 400]
- funeral-paragraph: ἐπελθόντα χθὲς ὅλως αἰφνιδίως, κηδεύομεν σήμερον Πέμπτην καὶ ὥραν 4 μ.μ. Ἡ νεκρώσιμος ἀκολουθία θέλει ψαλῆ εἰς τὸν Ἱερὸν Ναὸν τοῦ Κοιμητηρίου. Τὰ συλλυπητήρια θὰ δοθοῦν εἰς τὸ Κοιμητήριον.: [490, 1028, 676, 1126]
- gold-rate: Δολλάριον ........ » 46.64: [490, 1579, 627, 1592]
- editorial-paragraph: Οὐδεὶς διαφεύγει τὴν ἀντίληψιν, ὅτι εἰς τὰ κοινοβουλευτικὰ καθεστῶτα ὑπάρχει καὶ ὁ παράγων ὁ ἐκλογικός. Ὅτι τὸ κόμμα ἀναγκάζεται πολλάκις νὰ κάνῃ ὡρισμένας ὑποχωρήσεις ἔναντι προσώπων τὰ ὁποῖα διαθέτουν ἰσχὺν καὶ ἐπιρροὴν εἰς τὸ κράτος.: [692, 324, 1074, 394]
- funeral-title: ΚΗΔΕΙΑΙ: [541, 617, 625, 642]
- schedule-item: 21.30 Τὸ θέατρο τῆς Τετάρτης: [40, 468, 210, 481]
- market-row: [886, 1204, 1076, 1230]
- market-head: Προηγ.: [779, 1028, 820, 1042]
- novel-paragraph: Τὸ πεπρωμένο, εἶπε. — Τὸ ἀπόφευγε. Τί πρέπει νὰ κάνουμε; ρώτησε. Τὸ Γαλλὸ ἕνωσε τὰ χέρια του. — Ὁ Μπούκρ κύτταζε τὴ γυναίκα καὶ σκεφτόταν. Ἂν ἔβγαινε τώρα, δὲν θὰ μποροῦσε νὰ γυρίσει πίσω.: [262, 766, 474, 864]
- market-price: 2680: [849, 1210, 877, 1224]
- social-item: — Ὁ κ. Γκαμάλ ἐλ Χτὶν Χαμὲτ, διοικητὴς στρατιωτικὸς σύνδεσμος μεταξὺ τῶν δυνάμεων τῆς ΗΑΔ καὶ τῶν δυνάμεων τῆς Διεθνοῦς Ἀστυνομίας εἰς Γάζαν.: [490, 402, 676, 486]
- life-text: [692, 812, 1074, 969]
- princess-title-3: ΝΑ ΤΗΣ ΕΠΙΣΤΡΕΨΗ 40.000 ΔΟΛΛΑΡΙΑ: [62, 1141, 454, 1167]
- philanthropic-title-3: ΕΞΥΠΗΡΕΤΗΣΕΩΣ ΕΘΝ. ΣΥΜΦΕΡΟΝΤΩΝ: [1132, 101, 1516, 124]
- radio-athens-title: ΡΑΔΙΟΣΤΑΘΜΟΣ ΑΘΗΝΩΝ: [124, 413, 392, 437]
- market-row: [886, 1230, 1076, 1256]
- philanthropic-paragraph: Αἱ φιλανθρωπικαὶ ὀργανώσεις εἰς τὴν ΗΑΔ, ἀνέρχονται εἰς 3.000 περίπου ἐκ τῶν ὁποίων μόνον 800 περίπου ἐξυπηρετοῦν τὸ δημόσιον συμφέρον, ἐνῷ αἱ ἄλλαι ἐξυπηρετοῦν τὰ μέλη διαφόρων Κοινοτήτων.: [1090, 216, 1320, 300]
- column-rule: [683, 60, 684, 2186]
- death-text: [692, 640, 1074, 738]
- divider: [488, 1132, 678, 1135]
